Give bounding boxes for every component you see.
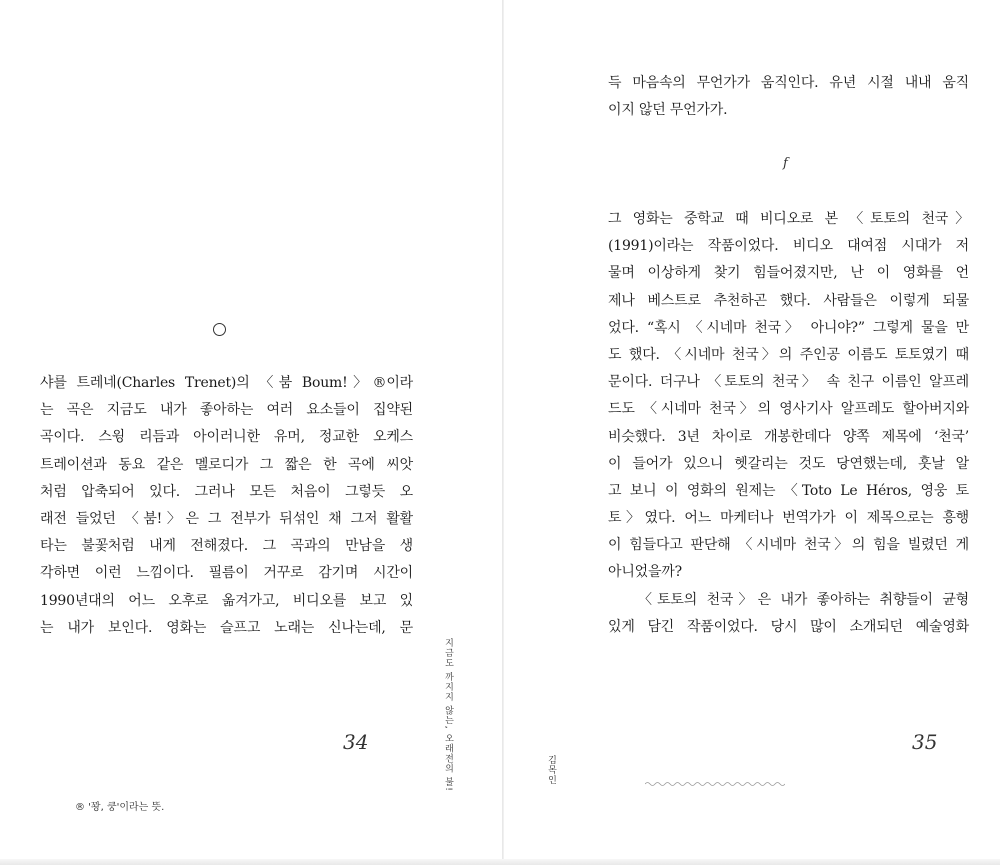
text-line: 는 내가 보인다. 영화는 슬프고 노래는 신나는데, 문 [40, 619, 413, 636]
decorative-wave-icon [645, 780, 785, 788]
text-line: 토〉였다. 어느 마케터나 번역가가 이 제목으로는 흥행 [608, 510, 969, 527]
text-line: 타는 불꽃처럼 내게 전해졌다. 그 곡과의 만남을 생 [40, 538, 413, 555]
text-line: (1991)이라는 작품이었다. 비디오 대여점 시대가 저 [608, 238, 969, 255]
running-author: 김목인 [546, 755, 556, 785]
text-line: 이지 않던 무언가가. [608, 102, 728, 119]
text-line: 도 했다. 〈시네마 천국〉의 주인공 이름도 토토였기 때 [608, 346, 969, 363]
section-circle-icon [213, 323, 226, 336]
text-line: 이 힘들다고 판단해 〈시네마 천국〉의 힘을 빌렸던 게 [608, 537, 969, 554]
text-line: 트레이션과 동요 같은 멜로디가 그 짧은 한 곡에 씨앗 [40, 456, 413, 473]
text-line: 는 곡은 지금도 내가 좋아하는 여러 요소들이 집약된 [40, 402, 413, 419]
text-line: 이 들어가 있으니 헷갈리는 것도 당연했는데, 훗날 알 [608, 455, 969, 472]
right-main-paragraph [608, 206, 969, 641]
right-page [504, 0, 1000, 865]
page-number: 35 [912, 730, 938, 754]
right-intro-paragraph [608, 70, 969, 124]
text-line: 그 영화는 중학교 때 비디오로 본 〈토토의 천국〉 [608, 211, 969, 227]
text-line: 각하면 이런 느낌이다. 필름이 거꾸로 감기며 시간이 [40, 565, 413, 582]
text-line: 있게 담긴 작품이었다. 당시 많이 소개되던 예술영화 [608, 618, 969, 635]
text-line: 아니었을까? [608, 564, 682, 581]
text-line: 비슷했다. 3년 차이로 개봉한데다 양쪽 제목에 ‘천국’ [608, 428, 969, 445]
text-line: 처럼 압축되어 있다. 그러나 모든 처음이 그렇듯 오 [40, 483, 413, 500]
section-mark: f [783, 156, 788, 171]
text-line: 샤를 트레네(Charles Trenet)의 〈붐 Boum!〉®이라 [40, 375, 413, 391]
text-line: 문이다. 더구나 〈토토의 천국〉 속 친구 이름인 알프레 [608, 374, 969, 391]
left-paragraph [40, 370, 413, 642]
text-line: 드도 〈시네마 천국〉의 영사기사 알프레도 할아버지와 [608, 401, 969, 418]
text-line: 1990년대의 어느 오후로 옮겨가고, 비디오를 보고 있 [40, 592, 413, 609]
footnote: ® '꽝, 쿵'이라는 뜻. [75, 802, 165, 813]
text-line: 고 보니 이 영화의 원제는 〈Toto Le Héros, 영웅 토 [608, 482, 969, 499]
text-line: 래전 들었던 〈붐!〉은 그 전부가 뒤섞인 채 그저 활활 [40, 510, 413, 527]
text-line: 〈토토의 천국〉은 내가 좋아하는 취향들이 균형 [638, 591, 969, 608]
running-title: 지금도 까지지 않는, 오래전의 불! [443, 638, 453, 792]
text-line: 곡이다. 스윙 리듬과 아이러니한 유머, 정교한 오케스 [40, 429, 413, 446]
text-line: 었다. “혹시 〈시네마 천국〉 아니야?” 그렇게 물을 만 [608, 319, 969, 336]
text-line: 제나 베스트로 추천하곤 했다. 사람들은 이렇게 되물 [608, 292, 969, 309]
text-line: 득 마음속의 무언가가 움직인다. 유년 시절 내내 움직 [608, 75, 969, 91]
page-bottom-edge [0, 859, 1000, 865]
page-number: 34 [343, 730, 369, 754]
text-line: 물며 이상하게 찾기 힘들어졌지만, 난 이 영화를 언 [608, 265, 969, 282]
